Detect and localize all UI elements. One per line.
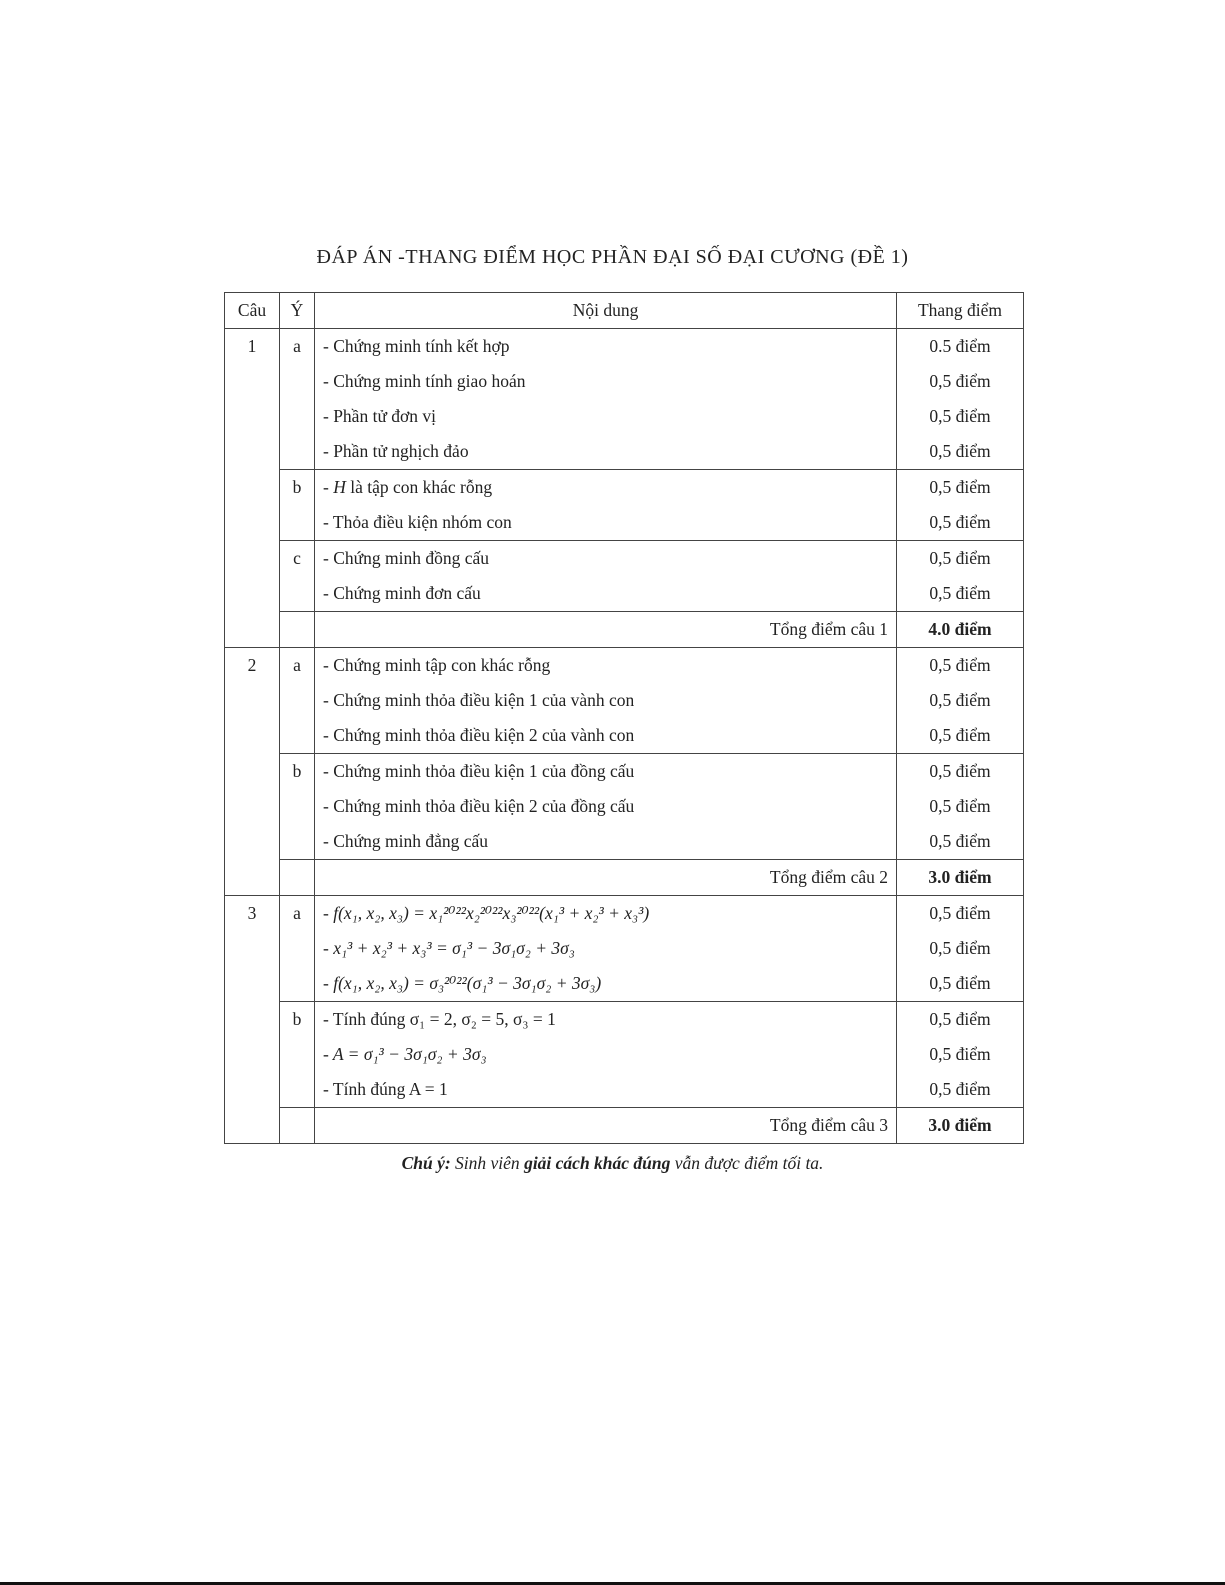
total-row [225,612,1024,648]
content-cell: - Chứng minh đồng cấu [315,541,897,577]
score-cell: 0,5 điểm [897,683,1024,718]
table-row [225,896,1024,932]
cau-cell: 2 [225,648,280,684]
score-cell: 0,5 điểm [897,470,1024,506]
content-cell: - Chứng minh đơn cấu [315,576,897,612]
score-cell: 0,5 điểm [897,399,1024,434]
table-row [225,434,1024,470]
table-row [225,824,1024,860]
score-cell: 0,5 điểm [897,966,1024,1002]
note-emphasis: giải cách khác đúng [524,1153,671,1173]
total-value: 4.0 điểm [897,612,1024,648]
score-cell: 0,5 điểm [897,718,1024,754]
table-row [225,1002,1024,1038]
total-row [225,860,1024,896]
score-cell: 0,5 điểm [897,364,1024,399]
cau-cell: 3 [225,896,280,932]
table-row [225,648,1024,684]
table-row [225,399,1024,434]
table-row [225,576,1024,612]
y-cell: b [280,754,315,790]
note-label: Chú ý: [401,1153,451,1173]
table-row [225,541,1024,577]
score-cell: 0,5 điểm [897,931,1024,966]
content-cell: - Phần tử nghịch đảo [315,434,897,470]
total-label: Tổng điểm câu 1 [315,612,897,648]
content-cell: - Chứng minh thỏa điều kiện 1 của vành con [315,683,897,718]
score-cell: 0,5 điểm [897,541,1024,577]
table-row [225,1072,1024,1108]
table-row [225,683,1024,718]
content-cell: - Chứng minh tính giao hoán [315,364,897,399]
total-label: Tổng điểm câu 3 [315,1108,897,1144]
table-row [225,364,1024,399]
table-row [225,1037,1024,1072]
total-row [225,1108,1024,1144]
score-cell: 0.5 điểm [897,329,1024,365]
header-thang-diem: Thang điểm [897,293,1024,329]
table-row [225,754,1024,790]
note-text: Sinh viên [450,1153,525,1173]
score-cell: 0,5 điểm [897,1037,1024,1072]
content-cell: - Thỏa điều kiện nhóm con [315,505,897,541]
y-cell: a [280,896,315,932]
score-cell: 0,5 điểm [897,1072,1024,1108]
score-cell: 0,5 điểm [897,1002,1024,1038]
total-value: 3.0 điểm [897,1108,1024,1144]
y-cell: a [280,648,315,684]
table-row [225,789,1024,824]
content-cell: - H là tập con khác rỗng [315,470,897,506]
content-cell: - f(x₁, x₂, x₃) = σ₃²⁰²²(σ₁³ − 3σ₁σ₂ + 3σ₃) [315,966,897,1002]
header-y: Ý [280,293,315,329]
total-value: 3.0 điểm [897,860,1024,896]
table-row [225,470,1024,506]
score-cell: 0,5 điểm [897,824,1024,860]
document-title: ĐÁP ÁN -THANG ĐIỂM HỌC PHẦN ĐẠI SỐ ĐẠI CƯƠNG (ĐỀ 1) [316,246,909,268]
table-row [225,931,1024,966]
score-cell: 0,5 điểm [897,789,1024,824]
y-cell: c [280,541,315,577]
cau-cell: 1 [225,329,280,365]
content-cell: - f(x₁, x₂, x₃) = x₁²⁰²²x₂²⁰²²x₃²⁰²²(x₁³ + x₂³ + x₃³) [315,896,897,932]
table-row [225,966,1024,1002]
content-cell: - Tính đúng σ₁ = 2, σ₂ = 5, σ₃ = 1 [315,1002,897,1038]
table-row [225,718,1024,754]
score-cell: 0,5 điểm [897,754,1024,790]
header-noi-dung: Nội dung [315,293,897,329]
score-cell: 0,5 điểm [897,505,1024,541]
header-cau: Câu [225,293,280,329]
content-cell: - Chứng minh đẳng cấu [315,824,897,860]
content-cell: - Chứng minh tập con khác rỗng [315,648,897,684]
table-header-row [225,293,1024,329]
content-cell: - Chứng minh thỏa điều kiện 1 của đồng cấu [315,754,897,790]
note-text-end: vẫn được điểm tối ta. [670,1153,824,1173]
content-cell: - Phần tử đơn vị [315,399,897,434]
y-cell: a [280,329,315,365]
score-cell: 0,5 điểm [897,576,1024,612]
y-cell: b [280,470,315,506]
content-cell: - Tính đúng A = 1 [315,1072,897,1108]
y-cell: b [280,1002,315,1038]
footnote [0,1153,1225,1174]
score-cell: 0,5 điểm [897,896,1024,932]
content-cell: - A = σ₁³ − 3σ₁σ₂ + 3σ₃ [315,1037,897,1072]
table-row [225,505,1024,541]
content-cell: - Chứng minh thỏa điều kiện 2 của vành con [315,718,897,754]
content-cell: - x₁³ + x₂³ + x₃³ = σ₁³ − 3σ₁σ₂ + 3σ₃ [315,931,897,966]
score-table [224,292,1024,1144]
total-label: Tổng điểm câu 2 [315,860,897,896]
score-cell: 0,5 điểm [897,648,1024,684]
score-cell: 0,5 điểm [897,434,1024,470]
table-row [225,329,1024,365]
content-cell: - Chứng minh thỏa điều kiện 2 của đồng cấu [315,789,897,824]
content-cell: - Chứng minh tính kết hợp [315,329,897,365]
